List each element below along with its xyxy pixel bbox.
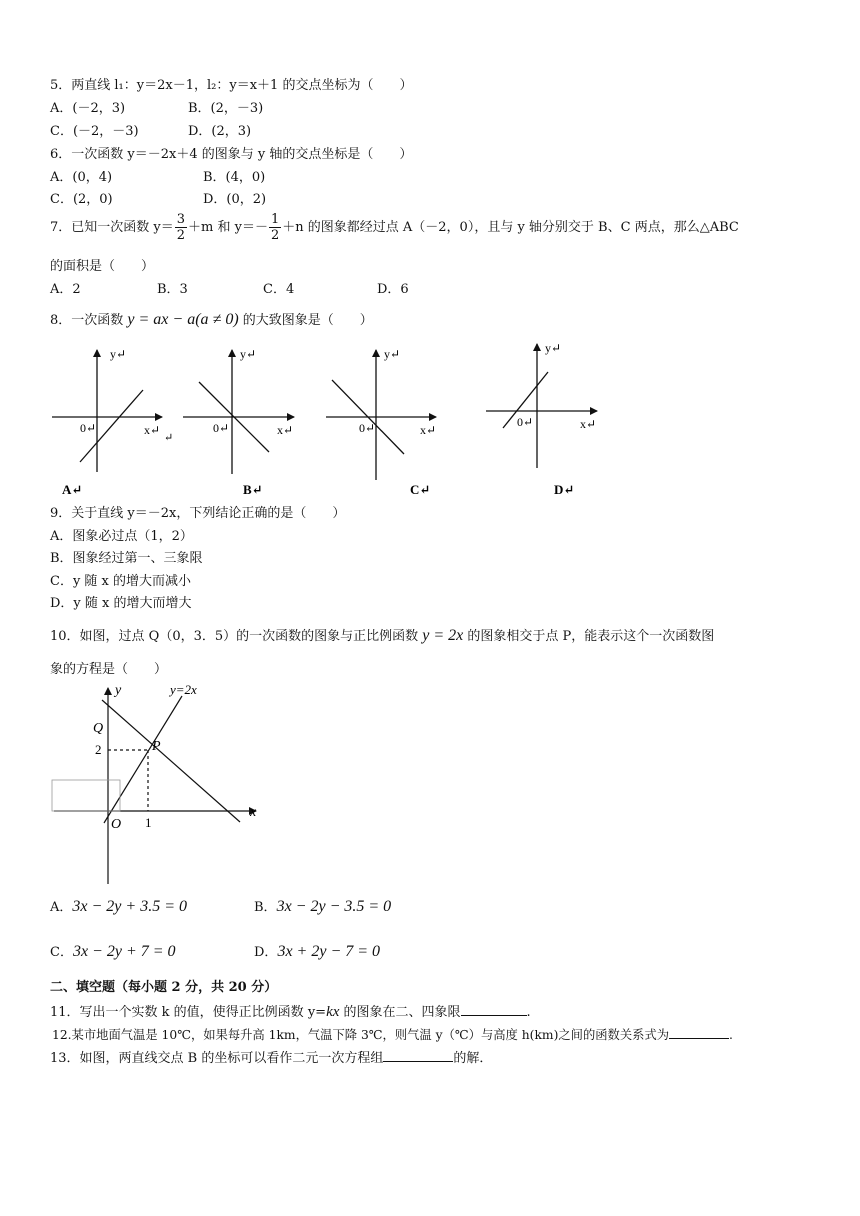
q11-kx: kx	[326, 1004, 340, 1020]
q10-option-c-label: C．	[50, 945, 73, 960]
graph-a-mark: ↵	[164, 432, 174, 444]
q10-figure	[40, 678, 280, 888]
q7-fraction-1	[175, 212, 187, 243]
q6-option-c: C．(2，0)	[50, 192, 113, 207]
graph-c-x-label: x↵	[420, 423, 437, 437]
q11-blank[interactable]	[461, 1003, 527, 1016]
graph-d-label: D↵	[554, 482, 575, 497]
q12-text: 12.某市地面气温是 10℃，如果每升高 1km，气温下降 3℃，则气温 y（℃）与高度 h(km)之间的函数关系式为	[52, 1028, 670, 1042]
q7-option-d: D．6	[377, 282, 409, 297]
q9-option-a: A．图象必过点（1，2）	[50, 529, 193, 544]
q10-x-label: x	[250, 805, 257, 820]
q10-q-label: Q	[93, 721, 104, 736]
q7-frac1-num: 3	[176, 212, 186, 227]
q7-option-b: B．3	[157, 282, 188, 297]
q10-tick-1: 1	[145, 815, 152, 830]
q7-frac2-num: 1	[270, 212, 280, 227]
graph-b-x-label: x↵	[277, 423, 294, 437]
q7-fraction-2	[269, 212, 281, 243]
graph-a	[52, 350, 162, 472]
q10-line-label: y=2x	[170, 682, 197, 697]
graph-c-y-label: y↵	[384, 347, 401, 361]
q10-y-label: y	[115, 683, 122, 698]
graph-c-label: C↵	[410, 482, 431, 497]
q10-option-b-eq: 3x − 2y − 3.5 = 0	[276, 898, 392, 915]
graph-c	[326, 350, 436, 480]
q7-frac2-den: 2	[270, 228, 280, 243]
q10-option-c-eq: 3x − 2y + 7 = 0	[72, 943, 176, 960]
graph-a-y-label: y↵	[110, 347, 127, 361]
q10-option-d-label: D．	[254, 945, 278, 960]
q7-option-c: C．4	[263, 282, 295, 297]
q10-option-b	[254, 899, 391, 916]
graph-c-origin: 0↵	[359, 421, 376, 435]
graph-b-y-label: y↵	[240, 347, 257, 361]
graph-a-origin: 0↵	[80, 421, 97, 435]
q11-text-1: 11．写出一个实数 k 的值，使得正比例函数 y=	[50, 1005, 327, 1020]
graph-d-y-label: y↵	[545, 341, 562, 355]
q13-text-2: 的解．	[453, 1051, 493, 1066]
q12	[52, 1026, 733, 1043]
q11	[50, 1003, 531, 1021]
q10-option-b-label: B．	[254, 900, 277, 915]
q5-option-d: D．(2，3)	[188, 124, 252, 139]
q7-text-1: 7．已知一次函数 y＝	[50, 220, 174, 235]
q10-option-a-eq: 3x − 2y + 3.5 = 0	[72, 898, 187, 915]
graph-b-origin: 0↵	[213, 421, 230, 435]
graph-a-x-label: x↵	[144, 423, 161, 437]
graph-d-origin: 0↵	[517, 415, 534, 429]
q9-option-d: D．y 随 x 的增大而增大	[50, 596, 192, 611]
q5-option-b: B．(2，－3)	[188, 101, 264, 116]
q5-option-c: C．(－2，－3)	[50, 124, 139, 139]
q10-stem-line2: 象的方程是（ ）	[50, 662, 168, 677]
q10-empty-box	[52, 780, 120, 811]
q10-origin: O	[111, 817, 122, 832]
graph-d	[486, 344, 597, 468]
section2-title: 二、填空题（每小题 2 分，共 20 分）	[50, 980, 278, 995]
q6-stem: 6．一次函数 y＝－2x＋4 的图象与 y 轴的交点坐标是（ ）	[50, 147, 413, 162]
q9-stem: 9．关于直线 y＝－2x，下列结论正确的是（ ）	[50, 506, 346, 521]
q5-stem: 5．两直线 l₁：y＝2x－1，l₂：y＝x＋1 的交点坐标为（ ）	[50, 78, 413, 93]
graph-b-label: B↵	[243, 482, 263, 497]
q10-p-label: P	[152, 739, 161, 754]
q10-line-qp	[102, 700, 240, 822]
q6-option-b: B．(4，0)	[203, 170, 266, 185]
q10-option-c	[50, 944, 176, 961]
q8-formula: y = ax − a(a ≠ 0)	[127, 311, 239, 328]
graph-d-x-label: x↵	[580, 417, 597, 431]
q8-prefix: 8．一次函数	[50, 313, 128, 328]
graph-a-label: A↵	[62, 482, 83, 497]
q13-blank[interactable]	[383, 1049, 453, 1062]
q6-option-a: A．(0，4)	[50, 170, 113, 185]
q11-end: .	[526, 1005, 531, 1020]
q9-option-b: B．图象经过第一、三象限	[50, 551, 203, 566]
q10-text-2: 的图象相交于点 P，能表示这个一次函数图	[463, 629, 715, 644]
q8-graphs	[0, 338, 860, 500]
q10-stem	[50, 628, 714, 645]
q9-option-c: C．y 随 x 的增大而减小	[50, 574, 192, 589]
q8-suffix: 的大致图象是（ ）	[238, 313, 373, 328]
q13	[50, 1049, 492, 1067]
q10-tick-2: 2	[95, 742, 102, 757]
q7-text-3: ＋n 的图象都经过点 A（－2，0），且与 y 轴分别交于 B、C 两点，那么△ABC	[282, 220, 739, 235]
q12-blank[interactable]	[669, 1026, 729, 1039]
q11-text-2: 的图象在二、四象限	[339, 1005, 461, 1020]
q8-stem	[50, 312, 373, 329]
q7-frac1-den: 2	[176, 228, 186, 243]
q10-option-d	[254, 944, 380, 961]
q10-option-a	[50, 899, 187, 916]
q7-stem	[50, 212, 739, 243]
q12-end: .	[729, 1028, 733, 1042]
q7-stem-line2: 的面积是（ ）	[50, 259, 155, 274]
q7-option-a: A．2	[50, 282, 81, 297]
q10-line-y2x	[104, 696, 182, 823]
q6-option-d: D．(0，2)	[203, 192, 267, 207]
q7-text-2: ＋m 和 y＝－	[188, 220, 268, 235]
q13-text-1: 13．如图，两直线交点 B 的坐标可以看作二元一次方程组	[50, 1051, 384, 1066]
q10-option-d-eq: 3x + 2y − 7 = 0	[277, 943, 381, 960]
graph-b	[183, 350, 294, 474]
q10-text-1: 10．如图，过点 Q（0，3．5）的一次函数的图象与正比例函数	[50, 629, 423, 644]
q10-formula: y = 2x	[422, 627, 464, 644]
q5-option-a: A．(－2，3)	[50, 101, 126, 116]
q10-option-a-label: A．	[50, 900, 73, 915]
